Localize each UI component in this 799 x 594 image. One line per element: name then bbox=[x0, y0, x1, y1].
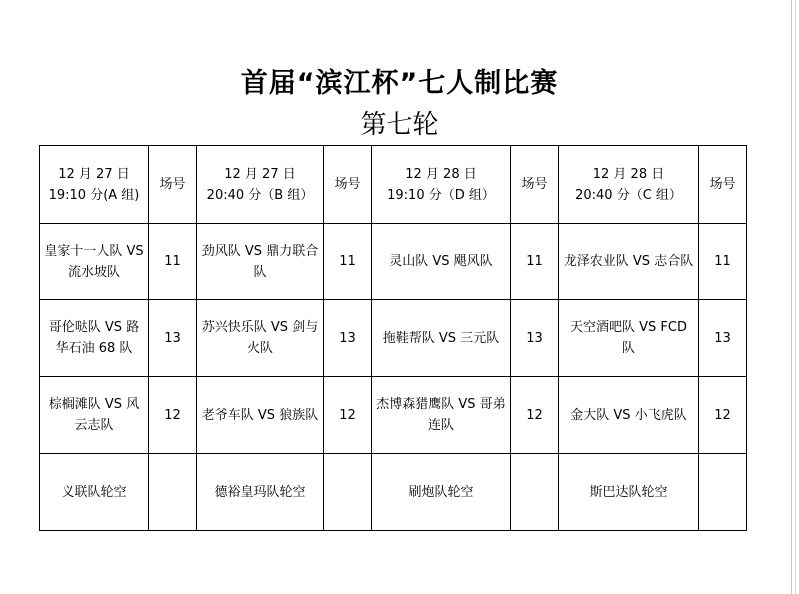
header-time-group: 19:10 分（D 组） bbox=[387, 187, 495, 203]
venue-number-cell: 12 bbox=[149, 377, 197, 454]
header-row bbox=[40, 146, 747, 224]
document-title: 首届“滨江杯”七人制比赛 bbox=[240, 68, 559, 99]
header-date: 12 月 27 日 bbox=[224, 166, 296, 182]
match-cell: 哥伦哒队 VS 路华石油 68 队 bbox=[40, 300, 149, 377]
header-date: 12 月 28 日 bbox=[405, 166, 477, 182]
header-time-cell bbox=[372, 146, 511, 224]
bye-cell: 刷炮队轮空 bbox=[372, 454, 511, 531]
match-cell: 金大队 VS 小飞虎队 bbox=[559, 377, 699, 454]
table-row bbox=[40, 377, 747, 454]
venue-number-cell: 11 bbox=[149, 224, 197, 300]
venue-number-cell bbox=[511, 454, 559, 531]
venue-number-cell: 13 bbox=[699, 300, 747, 377]
bye-cell: 德裕皇玛队轮空 bbox=[197, 454, 324, 531]
match-cell: 拖鞋帮队 VS 三元队 bbox=[372, 300, 511, 377]
header-date: 12 月 27 日 bbox=[58, 166, 130, 182]
round-subtitle: 第七轮 bbox=[360, 110, 439, 140]
venue-number-cell: 13 bbox=[324, 300, 372, 377]
match-cell: 棕榈滩队 VS 风云志队 bbox=[40, 377, 149, 454]
header-time-group: 19:10 分(A 组) bbox=[48, 187, 140, 203]
match-cell: 皇家十一人队 VS 流水坡队 bbox=[40, 224, 149, 300]
match-cell: 龙泽农业队 VS 志合队 bbox=[559, 224, 699, 300]
venue-number-cell bbox=[699, 454, 747, 531]
match-cell: 劲风队 VS 鼎力联合队 bbox=[197, 224, 324, 300]
header-venue-cell: 场号 bbox=[149, 146, 197, 224]
venue-number-cell bbox=[324, 454, 372, 531]
venue-number-cell: 12 bbox=[699, 377, 747, 454]
match-cell: 苏兴快乐队 VS 剑与火队 bbox=[197, 300, 324, 377]
match-cell: 天空酒吧队 VS FCD 队 bbox=[559, 300, 699, 377]
venue-number-cell: 12 bbox=[324, 377, 372, 454]
venue-number-cell: 12 bbox=[511, 377, 559, 454]
bye-cell: 义联队轮空 bbox=[40, 454, 149, 531]
match-cell: 老爷车队 VS 狼族队 bbox=[197, 377, 324, 454]
schedule-table bbox=[39, 145, 747, 531]
header-venue-cell: 场号 bbox=[699, 146, 747, 224]
match-cell: 杰博森猎鹰队 VS 哥弟连队 bbox=[372, 377, 511, 454]
header-time-cell bbox=[559, 146, 699, 224]
venue-number-cell: 11 bbox=[699, 224, 747, 300]
venue-number-cell: 11 bbox=[511, 224, 559, 300]
header-venue-cell: 场号 bbox=[511, 146, 559, 224]
venue-number-cell bbox=[149, 454, 197, 531]
header-time-group: 20:40 分（C 组） bbox=[575, 187, 682, 203]
venue-number-cell: 13 bbox=[149, 300, 197, 377]
venue-number-cell: 13 bbox=[511, 300, 559, 377]
header-venue-cell: 场号 bbox=[324, 146, 372, 224]
header-time-cell bbox=[197, 146, 324, 224]
venue-number-cell: 11 bbox=[324, 224, 372, 300]
header-time-group: 20:40 分（B 组） bbox=[206, 187, 314, 203]
table-row bbox=[40, 224, 747, 300]
match-cell: 灵山队 VS 飓风队 bbox=[372, 224, 511, 300]
table-row bbox=[40, 300, 747, 377]
header-time-cell bbox=[40, 146, 149, 224]
header-date: 12 月 28 日 bbox=[592, 166, 665, 182]
table-row-bye bbox=[40, 454, 747, 531]
bye-cell: 斯巴达队轮空 bbox=[559, 454, 699, 531]
